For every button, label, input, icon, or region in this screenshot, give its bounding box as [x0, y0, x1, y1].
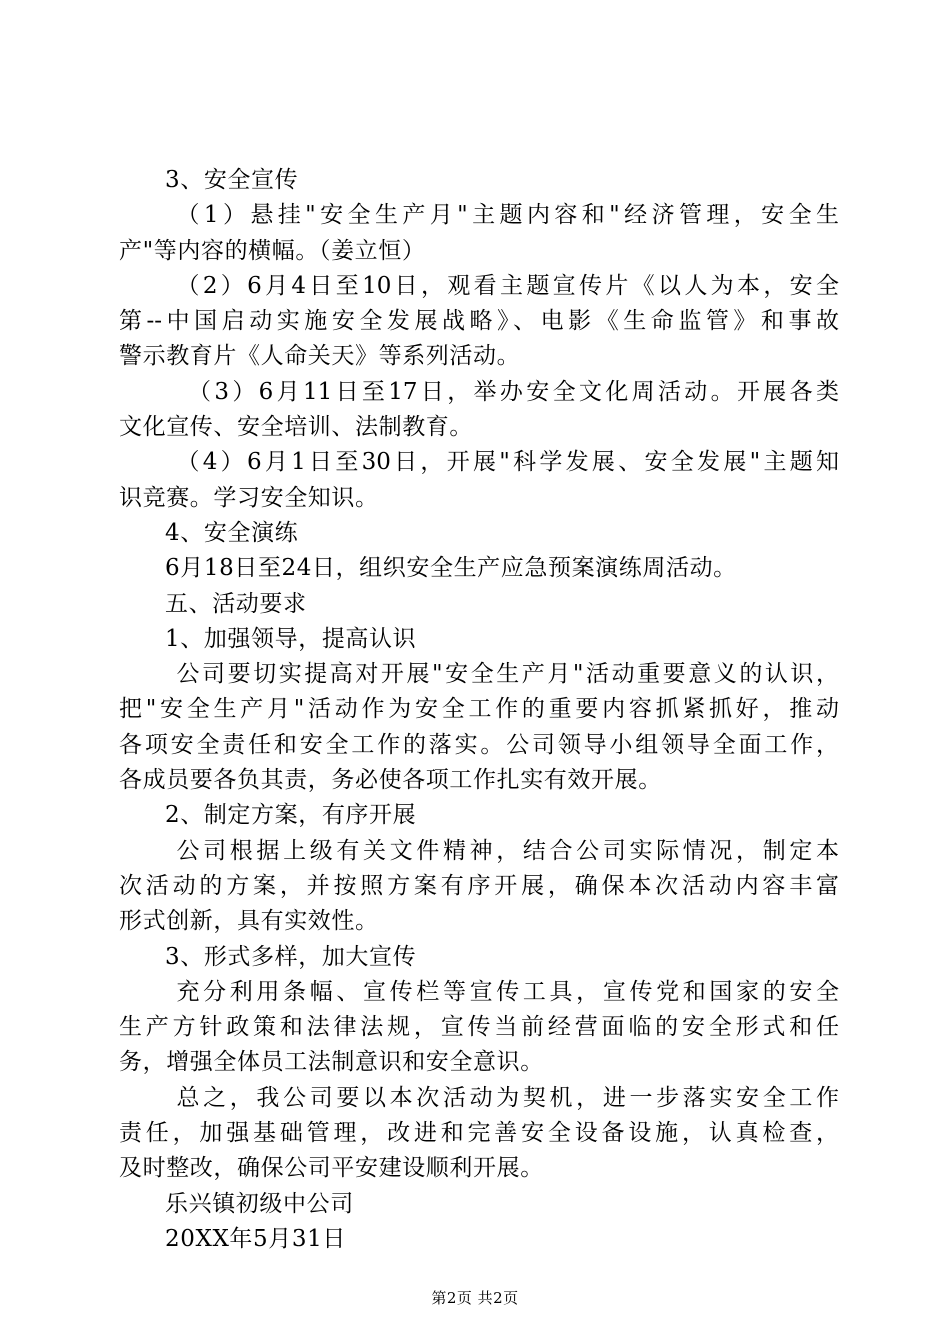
text-line: 各成员要各负其责，务必使各项工作扎实有效开展。: [119, 767, 662, 794]
text-line: 生产方针政策和法律法规，宣传当前经营面临的安全形式和任: [119, 1014, 839, 1041]
text-line: 3、形式多样，加大宣传: [165, 943, 417, 970]
text-line: （1）悬挂"安全生产月"主题内容和"经济管理，安全生: [176, 202, 839, 229]
text-line: 总之，我公司要以本次活动为契机，进一步落实安全工作: [176, 1084, 839, 1111]
text-line: 务，增强全体员工法制意识和安全意识。: [119, 1049, 544, 1076]
text-line: 及时整改，确保公司平安建设顺利开展。: [119, 1155, 544, 1182]
text-line: 4、安全演练: [165, 519, 299, 546]
text-line: 识竞赛。学习安全知识。: [119, 484, 379, 511]
text-line: 3、安全宣传: [165, 167, 299, 193]
text-line: 2、制定方案，有序开展: [165, 802, 417, 829]
text-line: （4）6月1日至30日，开展"科学发展、安全发展"主题知: [176, 449, 839, 476]
text-line: 产"等内容的横幅。（姜立恒）: [119, 237, 426, 264]
text-line: （2）6月4日至10日，观看主题宣传片《以人为本，安全: [176, 272, 839, 299]
page-footer: 第2页 共2页: [431, 1289, 519, 1307]
text-line: 文化宣传、安全培训、法制教育。: [119, 414, 473, 441]
text-line: 五、活动要求: [165, 590, 307, 617]
text-line: （3）6月11日至17日，举办安全文化周活动。开展各类: [188, 378, 839, 405]
text-line: 责任，加强基础管理，改进和完善安全设备设施，认真检查，: [119, 1120, 839, 1147]
text-line: 充分利用条幅、宣传栏等宣传工具，宣传党和国家的安全: [176, 978, 839, 1005]
text-line: 20XX年5月31日: [165, 1225, 346, 1252]
text-line: 1、加强领导，提高认识: [165, 625, 417, 652]
text-line: 警示教育片《人命关天》等系列活动。: [119, 343, 521, 370]
text-line: 次活动的方案，并按照方案有序开展，确保本次活动内容丰富: [119, 872, 839, 899]
text-line: 各项安全责任和安全工作的落实。公司领导小组领导全面工作，: [119, 731, 839, 758]
text-line: 6月18日至24日，组织安全生产应急预案演练周活动。: [165, 555, 737, 582]
text-line: 把"安全生产月"活动作为安全工作的重要内容抓紧抓好，推动: [119, 696, 839, 723]
text-line: 公司要切实提高对开展"安全生产月"活动重要意义的认识，: [176, 661, 839, 688]
text-line: 乐兴镇初级中公司: [165, 1190, 354, 1217]
text-line: 第--中国启动实施安全发展战略》、电影《生命监管》和事故: [119, 308, 839, 335]
document-body: [119, 163, 839, 1257]
text-line: 形式创新，具有实效性。: [119, 908, 379, 935]
text-line: 公司根据上级有关文件精神，结合公司实际情况，制定本: [176, 837, 839, 864]
